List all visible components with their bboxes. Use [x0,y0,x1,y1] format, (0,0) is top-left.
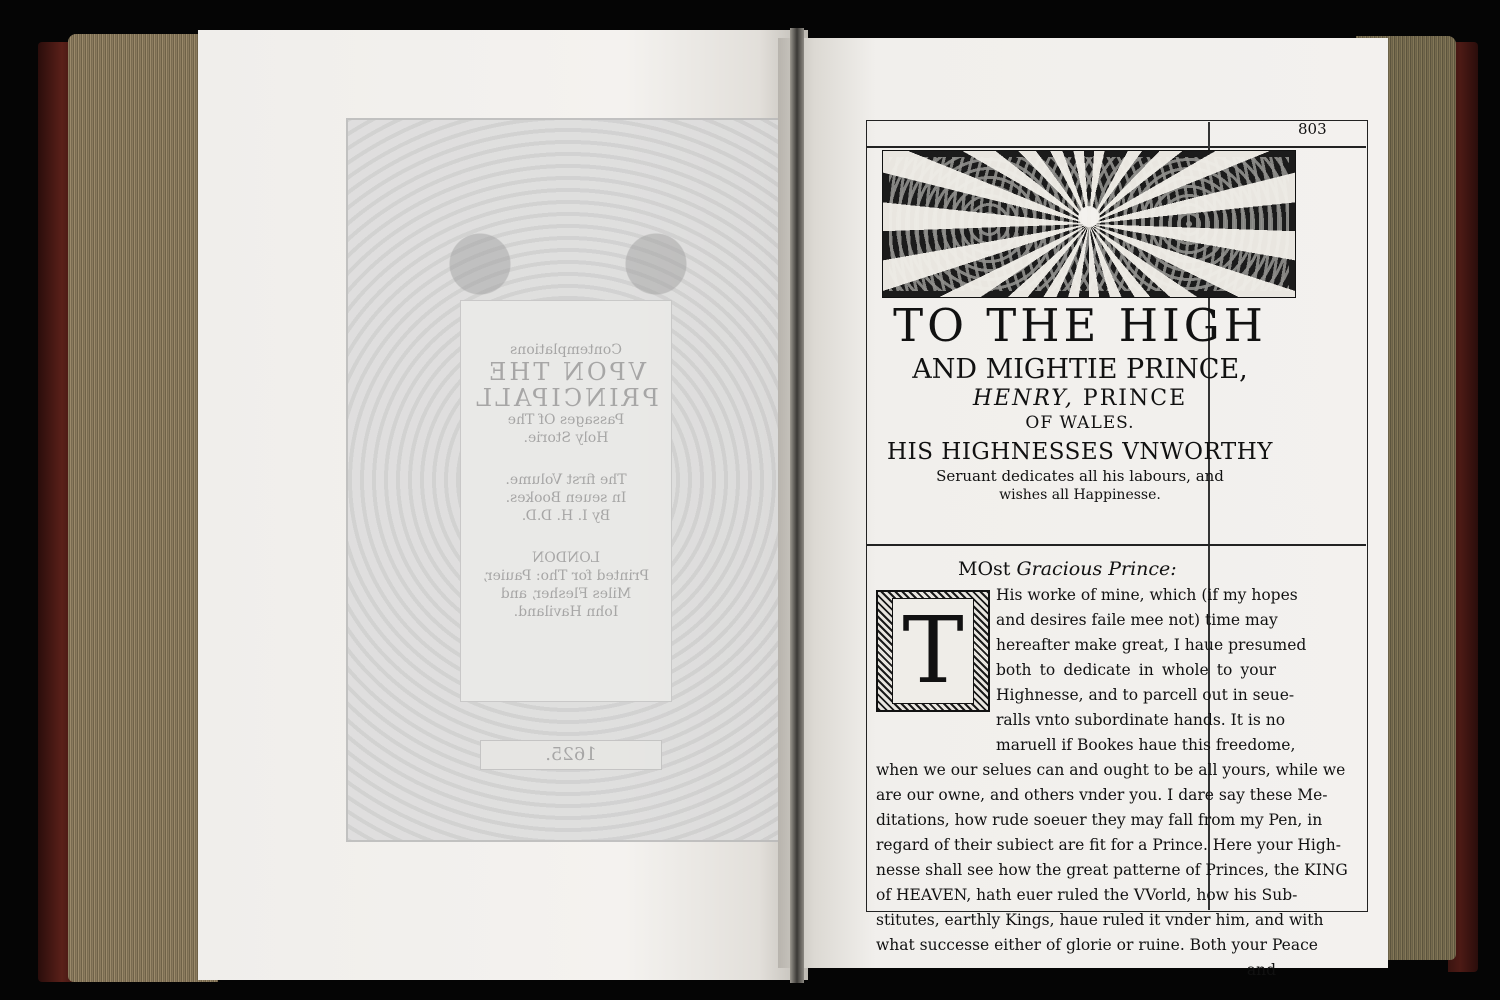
ghost-line: In seuen Bookes. [505,490,627,506]
ghost-line: Printed for Tho: Pauier, [482,568,650,584]
book-gutter [790,28,804,983]
show-through-title-text [461,301,671,621]
dedication-body [876,583,1348,983]
body-line: Highnesse, and to parcell out in seue- [996,686,1295,704]
body-line: what successe either of glorie or ruine. Both your Peace [876,936,1318,954]
left-page [198,30,808,980]
show-through-title-frame [346,118,790,842]
title-italic-name: HENRY, [972,386,1074,411]
ghost-line: Miles Flesher, and [500,586,632,602]
page-edges-left [68,34,218,982]
title-line: AND MIGHTIE PRINCE, [912,354,1248,385]
show-through-date: 1625. [480,740,662,770]
subtitle-line: HIS HIGHNESSES VNWORTHY [887,439,1273,465]
page-number: 803 [1298,120,1327,138]
subtitle-line: Seruant dedicates all his labours, and [936,467,1224,485]
dedication-title [870,300,1290,505]
body-line: hereafter make great, I haue presumed [996,636,1307,654]
body-line: stitutes, earthly Kings, haue ruled it vnder him, and with [876,911,1324,929]
salutation-italic: Gracious Prince: [1016,558,1177,580]
ghost-line: LONDON [532,550,600,566]
title-line [870,386,1290,412]
body-line: ralls vnto subordinate hands. It is no [996,711,1286,729]
ghost-line: Iohn Haviland. [513,604,619,620]
show-through-title-panel [460,300,672,702]
right-page [778,38,1388,979]
ghost-line: Contemplations [510,342,622,358]
body-line: and desires faile mee not) time may [996,611,1278,629]
title-line: OF WALES. [1025,413,1135,433]
ghost-line: The first Volume. [505,472,627,488]
salutation-caps: MOst [958,558,1011,580]
body-line: ditations, how rude soeuer they may fall from my Pen, in [876,811,1323,829]
subtitle-line: wishes all Happinesse. [999,487,1161,503]
drop-cap-letter: T [892,598,974,704]
salutation [958,558,1177,580]
body-line: both to dedicate in whole to your [996,661,1276,679]
body-line: are our owne, and others vnder you. I dare say these Me- [876,786,1328,804]
header-rule [866,146,1366,148]
body-line: when we our selues can and ought to be all yours, while we [876,761,1346,779]
ghost-line: PRINCIPALL [473,384,659,412]
open-book [38,28,1478,984]
ghost-line: Holy Storie. [523,430,609,446]
body-line: nesse shall see how the great patterne of Princes, the KING [876,861,1348,879]
body-line: His worke of mine, which (if my hopes [996,586,1298,604]
ghost-line: By I. H. D.D. [521,508,611,524]
catchword: and [1246,961,1276,979]
body-line: maruell if Bookes haue this freedome, [996,736,1296,754]
woodcut-headpiece-ornament [882,150,1296,298]
ghost-line: Passages Of The [507,412,625,428]
ghost-line: VPON THE [485,358,647,386]
section-rule [866,544,1366,546]
body-line: of HEAVEN, hath euer ruled the VVorld, how his Sub- [876,886,1298,904]
body-line: regard of their subiect are fit for a Prince. Here your High- [876,836,1342,854]
title-line-rest: PRINCE [1073,386,1188,411]
title-line: TO THE HIGH [893,299,1267,352]
